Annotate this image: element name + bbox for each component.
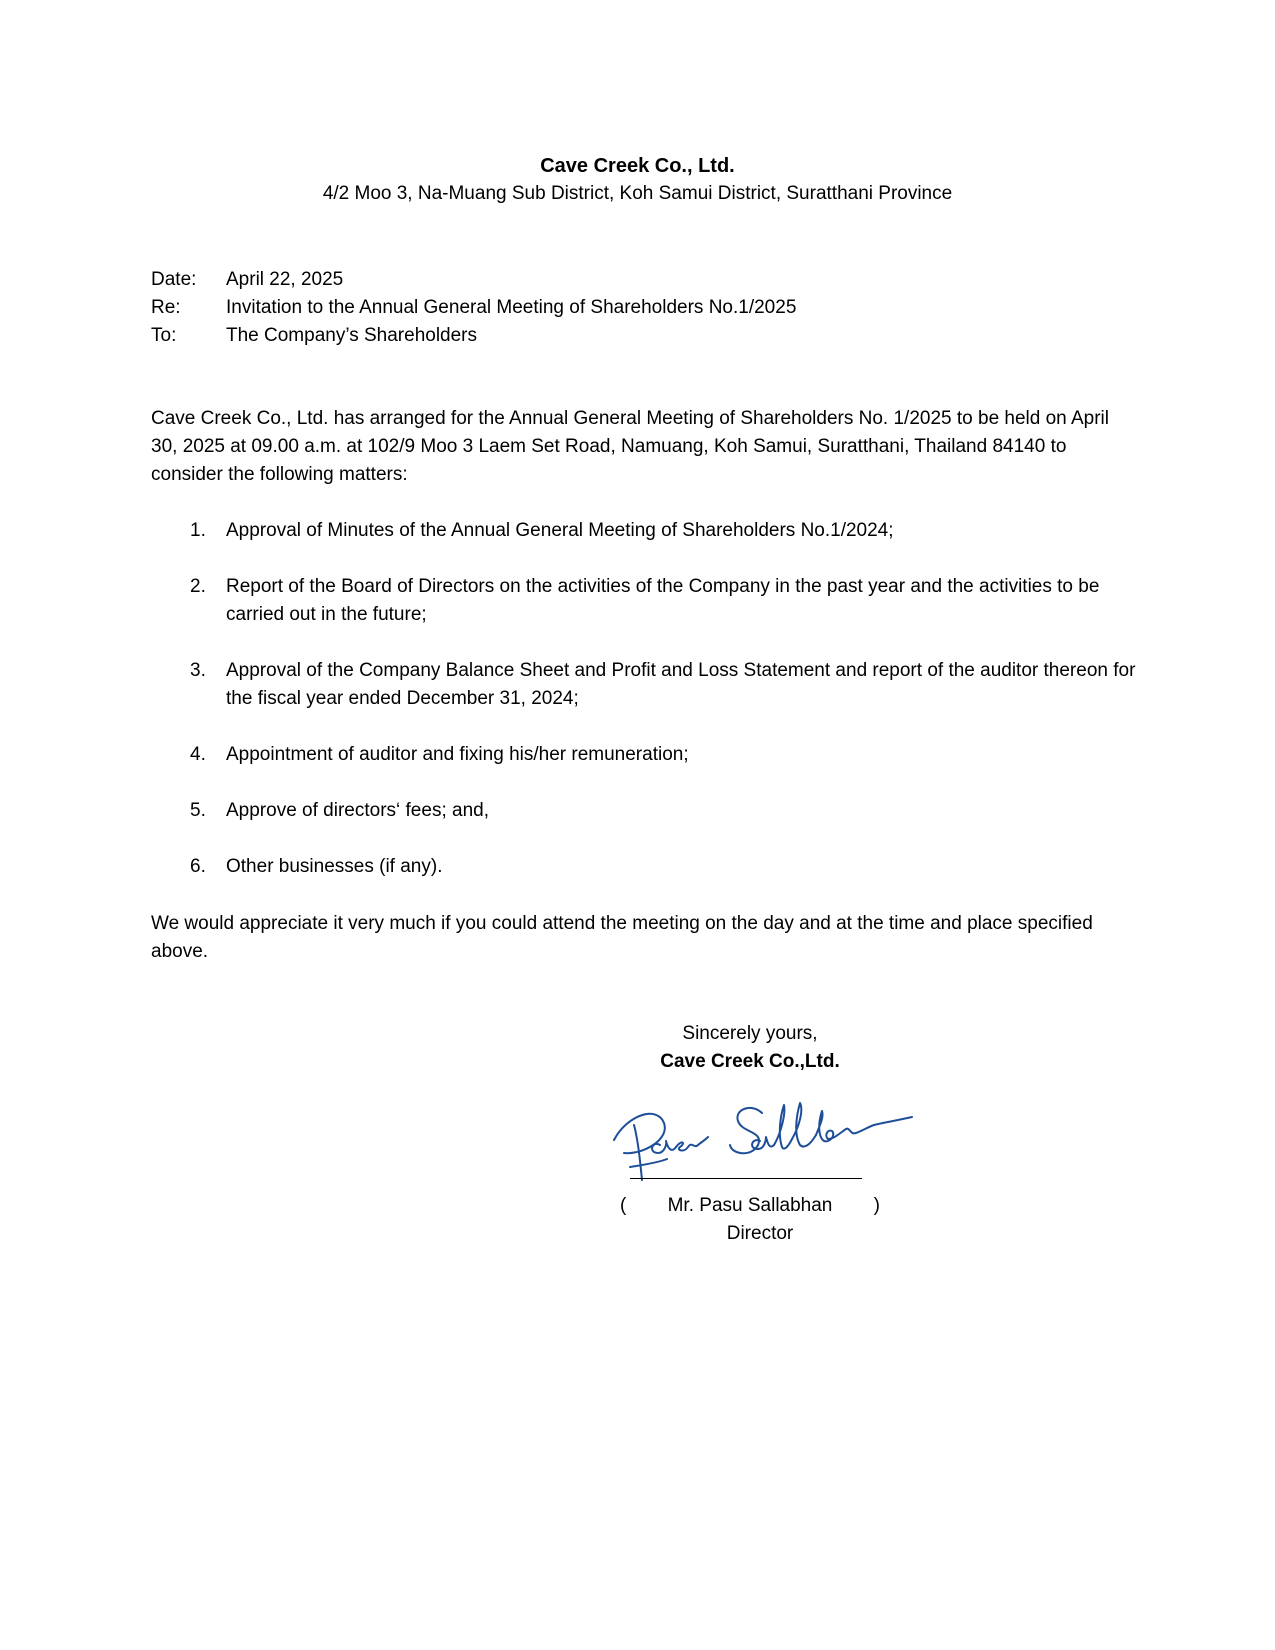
close-paren: ): [873, 1195, 880, 1216]
signer-block: [620, 1192, 880, 1248]
signer-title: Director: [726, 1223, 794, 1244]
meta-recipient-row: [151, 322, 796, 350]
company-address: 4/2 Moo 3, Na-Muang Sub District, Koh Samui District, Suratthani Province: [322, 183, 953, 204]
signature-line: [630, 1178, 862, 1179]
signer-name: Mr. Pasu Sallabhan: [667, 1195, 833, 1216]
signoff-block: [600, 1020, 900, 1076]
letterhead: [0, 152, 1275, 208]
agenda-text: Other businesses (if any).: [226, 856, 443, 877]
meta-recipient: The Company’s Shareholders: [226, 325, 478, 346]
agenda-number: 3.: [190, 660, 206, 681]
agenda-text: Appointment of auditor and fixing his/her remuneration;: [226, 744, 689, 765]
agenda-number: 5.: [190, 800, 206, 821]
agenda-item: [151, 853, 1136, 881]
letter-meta: [151, 266, 796, 350]
intro-paragraph: Cave Creek Co., Ltd. has arranged for the Annual General Meeting of Shareholders No. 1/2025 to be held on April 30, 2025 at 09.00 a.m. at 102/9 Moo 3 Laem Set Road, Namuang, Koh Samui, Suratthani, Thailand 84140 to consider the following matters:: [151, 408, 1109, 485]
open-paren: (: [620, 1195, 627, 1216]
agenda-item: [151, 797, 1136, 825]
agenda-item: [151, 517, 1136, 545]
agenda-text: Approval of the Company Balance Sheet and Profit and Loss Statement and report of the auditor thereon for the fiscal year ended December 31, 2024;: [226, 660, 1136, 709]
company-name: Cave Creek Co., Ltd.: [540, 155, 735, 177]
meta-date-row: [151, 266, 796, 294]
meta-label: To:: [151, 325, 177, 346]
signoff-company: Cave Creek Co.,Ltd.: [660, 1051, 840, 1072]
agenda-text: Approve of directors‘ fees; and,: [226, 800, 489, 821]
agenda-number: 1.: [190, 520, 206, 541]
agenda-item: [151, 741, 1136, 769]
agenda-item: [151, 573, 1136, 629]
meta-date: April 22, 2025: [226, 269, 344, 290]
agenda-text: Report of the Board of Directors on the activities of the Company in the past year and the activities to be carried out in the future;: [226, 576, 1100, 625]
agenda-text: Approval of Minutes of the Annual General Meeting of Shareholders No.1/2024;: [226, 520, 894, 541]
meta-subject: Invitation to the Annual General Meeting of Shareholders No.1/2025: [226, 297, 797, 318]
agenda-item: [151, 657, 1136, 713]
agenda-list: [151, 517, 1136, 909]
agenda-number: 4.: [190, 744, 206, 765]
agenda-number: 6.: [190, 856, 206, 877]
salutation: Sincerely yours,: [682, 1023, 818, 1044]
meta-subject-row: [151, 294, 796, 322]
signer-name-row: [620, 1192, 880, 1220]
handwritten-signature: [612, 1095, 922, 1185]
meta-label: Date:: [151, 269, 197, 290]
meta-label: Re:: [151, 297, 181, 318]
closing-paragraph: We would appreciate it very much if you could attend the meeting on the day and at the time and place specified above.: [151, 913, 1093, 962]
agenda-number: 2.: [190, 576, 206, 597]
